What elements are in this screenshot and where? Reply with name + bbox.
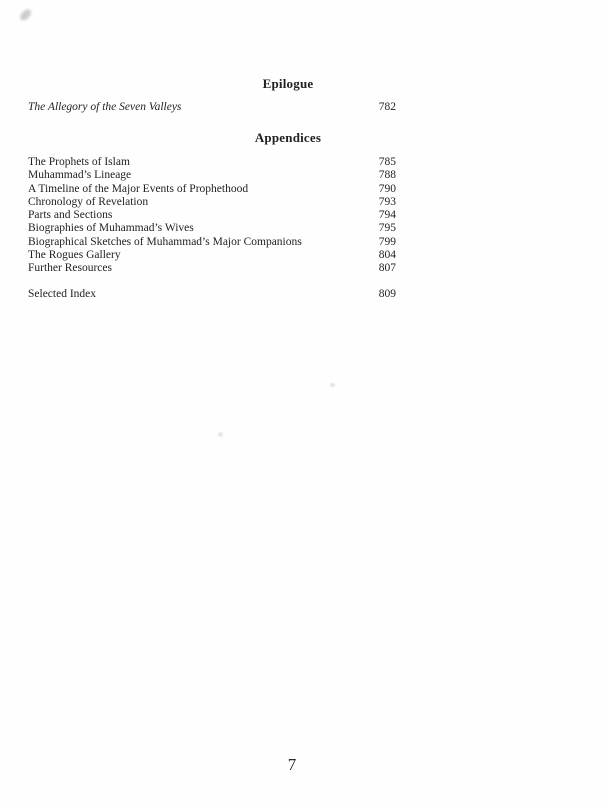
scan-smudge xyxy=(18,8,33,22)
section-heading-epilogue: Epilogue xyxy=(262,76,314,91)
toc-entry-page: 788 xyxy=(378,169,396,181)
toc-entry-title: The Prophets of Islam xyxy=(28,156,130,168)
toc-entry-title: Selected Index xyxy=(28,288,97,300)
toc-entry-page: 790 xyxy=(378,183,396,195)
toc-entry xyxy=(28,235,396,249)
toc-entry xyxy=(28,168,396,182)
scan-speck xyxy=(218,432,223,437)
page-folio-number: 7 xyxy=(287,755,297,774)
toc-entry-title: The Allegory of the Seven Valleys xyxy=(28,101,182,113)
toc-entry xyxy=(28,100,396,114)
toc-entry-title: Further Resources xyxy=(28,262,112,274)
toc-entry xyxy=(28,155,396,169)
toc-entry-title: The Rogues Gallery xyxy=(28,249,121,261)
section-heading-appendices: Appendices xyxy=(254,130,322,145)
toc-entry-title: Biographies of Muhammad’s Wives xyxy=(28,222,194,234)
toc-entry-page: 804 xyxy=(378,249,396,261)
toc-entry-title: Chronology of Revelation xyxy=(28,196,149,208)
toc-entry-page: 795 xyxy=(378,222,396,234)
toc-entry-page: 785 xyxy=(378,156,396,168)
toc-entry-title: Biographical Sketches of Muhammad’s Major Companions xyxy=(28,236,302,248)
toc-entry xyxy=(28,195,396,209)
toc-entry-selected-index xyxy=(28,287,396,301)
toc-entry-page: 807 xyxy=(378,262,396,274)
toc-entry-page: 799 xyxy=(378,236,396,248)
scan-speck xyxy=(330,383,335,387)
toc-entry-title: A Timeline of the Major Events of Prophethood xyxy=(28,183,249,195)
toc-entry-page: 793 xyxy=(378,196,396,208)
toc-entry-title: Muhammad’s Lineage xyxy=(28,169,132,181)
toc-entry-title: Parts and Sections xyxy=(28,209,113,221)
toc-entry xyxy=(28,208,396,222)
toc-entry-page: 794 xyxy=(378,209,396,221)
toc-entry-page: 782 xyxy=(378,101,396,113)
toc-entry xyxy=(28,261,396,275)
toc-entry xyxy=(28,248,396,262)
toc-entry-page: 809 xyxy=(378,288,396,300)
toc-entry xyxy=(28,182,396,196)
toc-entry xyxy=(28,221,396,235)
